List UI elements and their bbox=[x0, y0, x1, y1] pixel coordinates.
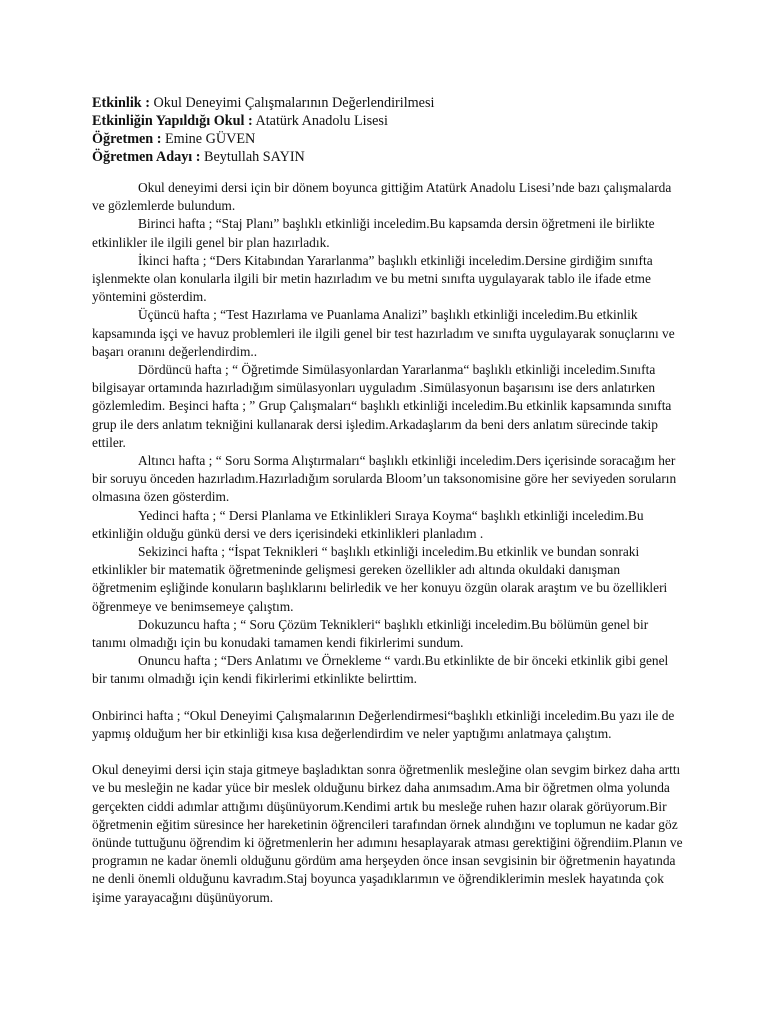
paragraph-week-4-5: Dördüncü hafta ; “ Öğretimde Simülasyonlardan Yararlanma“ başlıklı etkinliği inceledim.Sınıfta bilgisayar ortamında hazırladığım simülasyonları uyguladım .Simülasyonun başarısını ise ders anlatırken gözlemledim. Beşinci hafta ; ” Grup Çalışmaları“ başlıklı etkinliği inceledim.Bu etkinlik kapsamında sınıfta grup ile ders anlatım tekniğini kullanarak dersi işledim.Arkadaşlarım da beni ders anlatım sürecinde takip ettiler. bbox=[92, 362, 672, 450]
candidate-label: Öğretmen Adayı : bbox=[92, 149, 201, 165]
teacher-label: Öğretmen : bbox=[92, 131, 162, 147]
activity-value: Okul Deneyimi Çalışmalarının Değerlendirilmesi bbox=[149, 95, 435, 111]
paragraph-week-3: Üçüncü hafta ; “Test Hazırlama ve Puanlama Analizi” başlıklı etkinliği inceledim.Bu etkinlik kapsamında işçi ve havuz problemleri ile ilgili genel bir test hazırladım ve sınıfta uygulayarak sonuçlarını ve başarı oranını değerlendirdim.. bbox=[92, 307, 675, 359]
paragraph-week-7: Yedinci hafta ; “ Dersi Planlama ve Etkinlikleri Sıraya Koyma“ başlıklı etkinliği inceledim.Bu etkinliğin olduğu günkü dersi ve ders içerisindeki etkinlikleri planladım . bbox=[92, 507, 644, 541]
paragraph-intro: Okul deneyimi dersi için bir dönem boyunca gittiğim Atatürk Anadolu Lisesi’nde bazı çalışmalarda ve gözlemlerde bulundum. bbox=[92, 180, 672, 214]
document-header bbox=[92, 94, 684, 166]
paragraph-spacer bbox=[92, 743, 684, 761]
paragraph-week-1: Birinci hafta ; “Staj Planı” başlıklı etkinliği inceledim.Bu kapsamda dersin öğretmeni ile birlikte etkinlikler ile ilgili genel bir plan hazırladık. bbox=[92, 216, 655, 250]
school-line bbox=[92, 112, 684, 130]
teacher-line bbox=[92, 130, 684, 148]
teacher-value: Emine GÜVEN bbox=[161, 131, 256, 147]
activity-line bbox=[92, 94, 684, 112]
candidate-line bbox=[92, 148, 684, 166]
paragraph-spacer bbox=[92, 689, 684, 707]
paragraph-week-2: İkinci hafta ; “Ders Kitabından Yararlanma” başlıklı etkinliği inceledim.Dersine girdiğim sınıfta işlenmekte olan konularla ilgili bir metin hazırladım ve bu metni sınıfta uygulayarak tablo ile ifade etme yöntemini gösterdim. bbox=[92, 252, 653, 305]
candidate-value: Beytullah SAYIN bbox=[200, 149, 305, 165]
paragraph-week-11: Onbirinci hafta ; “Okul Deneyimi Çalışmalarının Değerlendirmesi“başlıklı etkinliği inceledim.Bu yazı ile de yapmış olduğum her bir etkinliği kısa kısa değerlendirdim ve neler yaptığımı anlatmaya çalıştım. bbox=[92, 707, 675, 741]
school-label: Etkinliğin Yapıldığı Okul : bbox=[92, 113, 253, 129]
school-value: Atatürk Anadolu Lisesi bbox=[252, 113, 388, 129]
activity-label: Etkinlik : bbox=[92, 95, 150, 111]
document-body bbox=[92, 179, 684, 907]
paragraph-conclusion: Okul deneyimi dersi için staja gitmeye başladıktan sonra öğretmenlik mesleğine olan sevgim birkez daha arttı ve bu mesleğin ne kadar yüce bir meslek olduğunu birkez daha anımsadım.Ama bir öğretmen olma yolunda gerçekten ciddi adımlar attığımı düşünüyorum.Kendimi artık bu mesleğe ruhen hazır olarak görüyorum.Bir öğretmenin eğitim süresince her hareketinin öğrencileri tarafından örnek alındığını ve toplumun ne kadar göz önünde tuttuğunu öğrendim ki öğretmenlerin her adımını hesaplayarak atması gerektiğini öğrendiim.Planın ve programın ne kadar önemli olduğunu gördüm ama herşeyden önce insan sevgisinin bir öğretmenin hayatında ne denli önemli olduğunu kavradım.Staj boyunca yaşadıklarımın ve öğrendiklerimin meslek hayatında çok işime yarayacağını düşünüyorum. bbox=[92, 762, 683, 905]
paragraph-week-8: Sekizinci hafta ; “İspat Teknikleri “ başlıklı etkinliği inceledim.Bu etkinlik ve bundan sonraki etkinlikler bir matematik öğretmeninde gelişmesi gereken özellikler adı altında okuldaki danışman öğretmenim eşliğinde konuların başlıklarını belirledik ve her konuyu özgün olarak araştım ve bu özellikleri öğrenmeye ve benimsemeye çalıştım. bbox=[92, 544, 668, 614]
paragraph-week-10: Onuncu hafta ; “Ders Anlatımı ve Örnekleme “ vardı.Bu etkinlikte de bir önceki etkinlik gibi genel bir tanımı olmadığı için kendi fikirlerimi etkinlikte belirttim. bbox=[92, 653, 669, 687]
paragraph-week-9: Dokuzuncu hafta ; “ Soru Çözüm Teknikleri“ başlıklı etkinliği inceledim.Bu bölümün genel bir tanımı olmadığı için bu konudaki tamamen kendi fikirlerimi sundum. bbox=[92, 616, 649, 651]
paragraph-week-6: Altıncı hafta ; “ Soru Sorma Alıştırmaları“ başlıklı etkinliği inceledim.Ders içerisinde soracağım her bir soruyu önceden hazırladım.Hazırladığım sorularda Bloom’un taksonomisine göre her seviyeden soruların olmasına özen gösterdim. bbox=[92, 453, 677, 505]
